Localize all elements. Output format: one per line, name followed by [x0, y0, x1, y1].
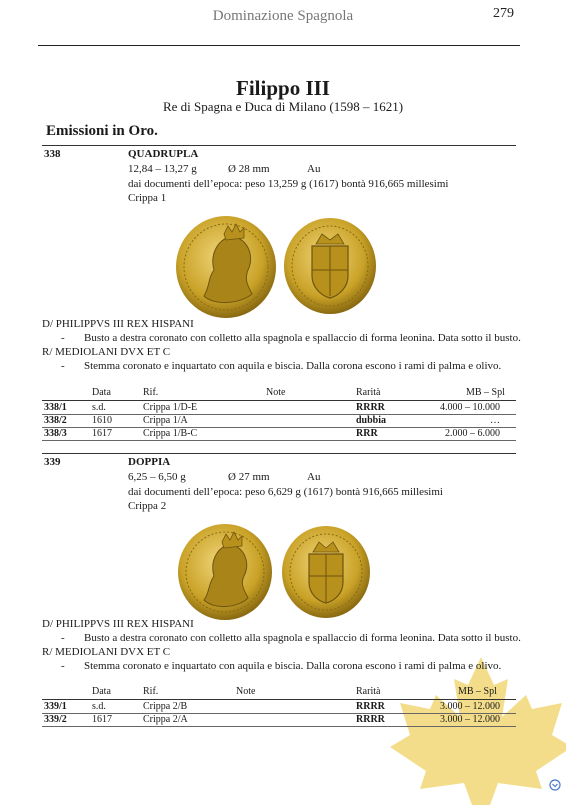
col-header-value: MB – Spl	[458, 686, 497, 697]
coin-obverse-image	[176, 522, 274, 622]
running-header: Dominazione Spagnola	[212, 8, 354, 24]
entry-weight: 12,84 – 13,27 g	[128, 163, 197, 175]
reverse-legend: R/ MEDIOLANI DVX ET C	[42, 346, 171, 358]
col-header-rarita: Rarità	[356, 387, 381, 398]
coin-reverse-image	[280, 524, 372, 620]
entry-metal: Au	[307, 471, 321, 483]
coin-reverse-image	[282, 216, 378, 316]
col-header-data: Data	[92, 387, 111, 398]
entry-rule-top	[42, 145, 516, 146]
col-header-note: Note	[236, 686, 256, 697]
entry-denomination: QUADRUPLA	[128, 148, 199, 160]
reverse-legend: R/ MEDIOLANI DVX ET C	[42, 646, 171, 658]
entry-number: 339	[44, 456, 61, 468]
table-rule	[42, 400, 516, 401]
reverse-description: Stemma coronato e inquartato con aquila e biscia. Dalla corona escono i rami di palma e olivo.	[84, 360, 502, 372]
entry-reference: Crippa 2	[128, 500, 167, 512]
col-header-data: Data	[92, 686, 111, 697]
col-header-rif: Rif.	[143, 686, 159, 697]
entry-weight: 6,25 – 6,50 g	[128, 471, 186, 483]
col-header-value: MB – Spl	[466, 387, 505, 398]
bullet-dash: -	[61, 332, 65, 344]
table-rule	[42, 699, 516, 700]
section-title: Emissioni in Oro.	[46, 123, 158, 139]
obverse-legend: D/ PHILIPPVS III REX HISPANI	[42, 318, 194, 330]
maple-leaf-icon	[386, 655, 566, 805]
obverse-legend: D/ PHILIPPVS III REX HISPANI	[42, 618, 194, 630]
obverse-description: Busto a destra coronato con colletto alla spagnola e spallaccio di forma leonina. Data sotto il busto.	[84, 332, 521, 344]
bullet-dash: -	[61, 360, 65, 372]
entry-rule-top	[42, 453, 516, 454]
entry-diameter: Ø 27 mm	[228, 471, 270, 483]
entry-reference: Crippa 1	[128, 192, 167, 204]
col-header-note: Note	[266, 387, 286, 398]
chevron-down-circle-icon[interactable]	[549, 779, 561, 791]
entry-diameter: Ø 28 mm	[228, 163, 270, 175]
bullet-dash: -	[61, 660, 65, 672]
reverse-description: Stemma coronato e inquartato con aquila e biscia. Dalla corona escono i rami di palma e olivo.	[84, 660, 502, 672]
entry-documents: dai documenti dell’epoca: peso 6,629 g (1617) bontà 916,665 millesimi	[128, 486, 443, 498]
entry-denomination: DOPPIA	[128, 456, 171, 468]
row-divider	[42, 440, 516, 441]
page-number: 279	[493, 6, 514, 21]
obverse-description: Busto a destra coronato con colletto alla spagnola e spallaccio di forma leonina. Data sotto il busto.	[84, 632, 521, 644]
entry-number: 338	[44, 148, 61, 160]
header-rule	[38, 45, 520, 46]
bullet-dash: -	[61, 632, 65, 644]
coin-obverse-image	[174, 214, 278, 320]
entry-metal: Au	[307, 163, 321, 175]
ruler-subtitle: Re di Spagna e Duca di Milano (1598 – 1621)	[162, 99, 404, 114]
row-divider	[42, 726, 516, 727]
col-header-rif: Rif.	[143, 387, 159, 398]
ruler-title: Filippo III	[236, 76, 330, 100]
entry-documents: dai documenti dell’epoca: peso 13,259 g (1617) bontà 916,665 millesimi	[128, 178, 449, 190]
col-header-rarita: Rarità	[356, 686, 381, 697]
